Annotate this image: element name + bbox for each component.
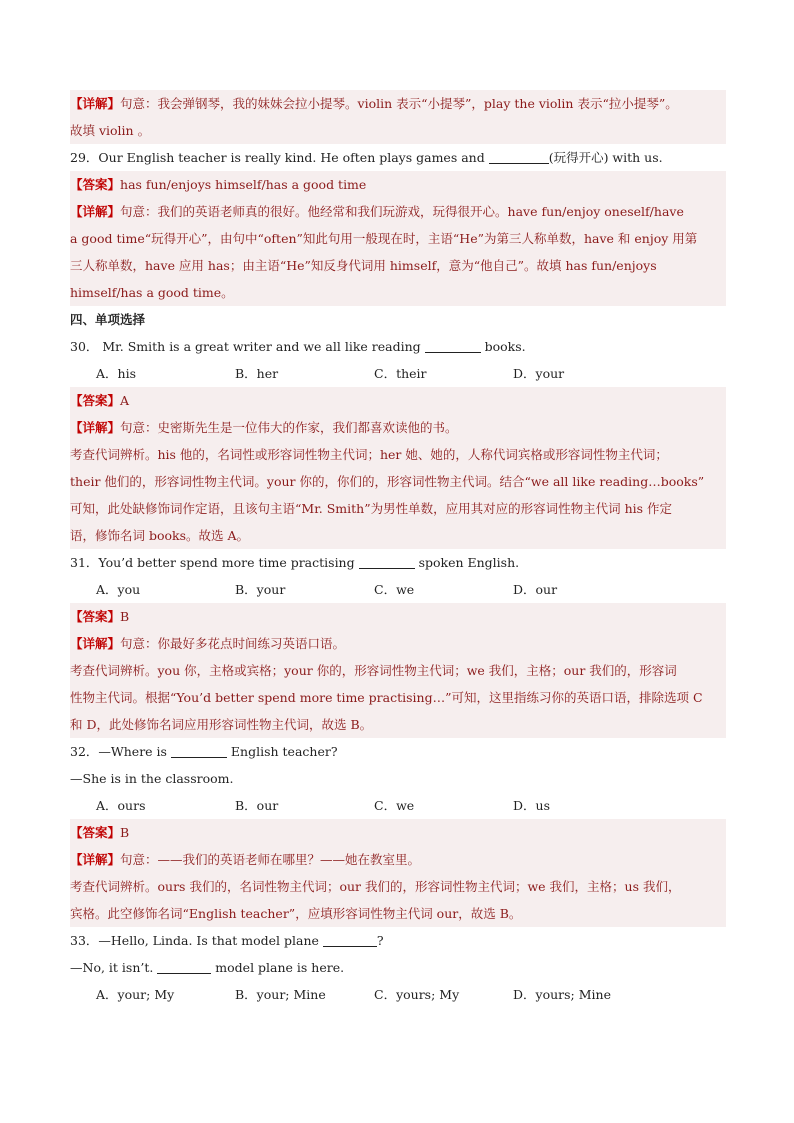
q33-stem: 33．—Hello, Linda. Is that model plane ? (70, 933, 384, 948)
q28-explain-box (70, 90, 726, 144)
q29-explain-line-3: 三人称单数，have 应用 has；由主语“He”知反身代词用 himself，意为“他自己”。故填 has fun/enjoys (70, 258, 657, 273)
q30-option-a: A．his (96, 366, 136, 381)
q31-option-a: A．you (96, 582, 141, 597)
q30-options (70, 360, 726, 387)
q32-explain-line-1: 【详解】句意：——我们的英语老师在哪里？——她在教室里。 (70, 852, 421, 867)
explain-tag: 【详解】 (70, 852, 121, 867)
q31-option-c: C．we (374, 582, 415, 597)
q30-answer-box (70, 387, 726, 549)
q28-explain-line-2: 故填 violin 。 (70, 123, 151, 138)
q30-option-c: C．their (374, 366, 427, 381)
answer-blank (323, 932, 377, 947)
q31-option-b: B．your (235, 582, 286, 597)
answer-blank (171, 743, 227, 758)
q29-answer-box (70, 171, 726, 306)
q33-options (70, 981, 726, 1008)
q30-stem: 30． Mr. Smith is a great writer and we all like reading books. (70, 339, 526, 354)
q33-option-c: C．yours; My (374, 987, 460, 1002)
document-content (70, 90, 726, 1008)
answer-blank (489, 149, 549, 164)
q32-explain-line-2: 考查代词辨析。ours 我们的，名词性物主代词；our 我们的，形容词性物主代词；we 我们，主格；us 我们， (70, 879, 681, 894)
q32-option-a: A．ours (96, 798, 146, 813)
answer-blank (425, 338, 481, 353)
q31-explain-line-2: 考查代词辨析。you 你，主格或宾格；your 你的，形容词性物主代词；we 我们，主格；our 我们的，形容词 (70, 663, 677, 678)
answer-tag: 【答案】 (70, 825, 121, 840)
q30-option-b: B．her (235, 366, 279, 381)
q32-stem: 32．—Where is English teacher? (70, 744, 338, 759)
answer-blank (359, 554, 415, 569)
q32-option-d: D．us (513, 798, 550, 813)
q28-explain-line-1: 【详解】句意：我会弹钢琴，我的妹妹会拉小提琴。violin 表示“小提琴”，play the violin 表示“拉小提琴”。 (70, 96, 678, 111)
q31-explain-line-4: 和 D，此处修饰名词应用形容词性物主代词，故选 B。 (70, 717, 373, 732)
q33-stem-line-2: —No, it isn’t. model plane is here. (70, 960, 345, 975)
q33-option-d: D．yours; Mine (513, 987, 611, 1002)
explain-tag: 【详解】 (70, 636, 121, 651)
q32-option-c: C．we (374, 798, 415, 813)
q30-option-d: D．your (513, 366, 565, 381)
q30-explain-line-5: 语，修饰名词 books。故选 A。 (70, 528, 250, 543)
q32-options (70, 792, 726, 819)
q32-answer: 【答案】B (70, 825, 130, 840)
q32-option-b: B．our (235, 798, 279, 813)
q33-option-b: B．your; Mine (235, 987, 326, 1002)
answer-blank (157, 959, 211, 974)
q30-explain-line-2: 考查代词辨析。his 他的，名词性或形容词性物主代词；her 她、她的，人称代词宾格或形容词性物主代词； (70, 447, 668, 462)
q31-answer: 【答案】B (70, 609, 130, 624)
q33-option-a: A．your; My (96, 987, 175, 1002)
q29-explain-line-2: a good time“玩得开心”，由句中“often”知此句用一般现在时，主语“He”为第三人称单数，have 和 enjoy 用第 (70, 231, 698, 246)
q31-option-d: D．our (513, 582, 558, 597)
q30-explain-line-4: 可知，此处缺修饰词作定语，且该句主语“Mr. Smith”为男性单数，应用其对应的形容词性物主代词 his 作定 (70, 501, 673, 516)
section-heading: 四、单项选择 (70, 312, 146, 327)
explain-tag: 【详解】 (70, 420, 121, 435)
q29-answer: 【答案】has fun/enjoys himself/has a good time (70, 177, 367, 192)
q29-explain-line-4: himself/has a good time。 (70, 285, 234, 300)
q30-explain-line-3: their 他们的，形容词性物主代词。your 你的，你们的，形容词性物主代词。结合“we all like reading…books” (70, 474, 705, 489)
explain-tag: 【详解】 (70, 204, 121, 219)
q32-explain-line-3: 宾格。此空修饰名词“English teacher”，应填形容词性物主代词 our，故选 B。 (70, 906, 522, 921)
answer-tag: 【答案】 (70, 393, 121, 408)
answer-tag: 【答案】 (70, 177, 121, 192)
q31-explain-line-3: 性物主代词。根据“You’d better spend more time practising…”可知，这里指练习你的英语口语，排除选项 C (70, 690, 703, 705)
q31-explain-line-1: 【详解】句意：你最好多花点时间练习英语口语。 (70, 636, 346, 651)
q31-answer-box (70, 603, 726, 738)
q29-stem: 29．Our English teacher is really kind. He often plays games and (玩得开心) with us. (70, 150, 663, 165)
answer-tag: 【答案】 (70, 609, 121, 624)
q32-stem-line-2: —She is in the classroom. (70, 771, 234, 786)
q29-explain-line-1: 【详解】句意：我们的英语老师真的很好。他经常和我们玩游戏，玩得很开心。have fun/enjoy oneself/have (70, 204, 684, 219)
explain-tag: 【详解】 (70, 96, 121, 111)
q32-answer-box (70, 819, 726, 927)
q30-answer: 【答案】A (70, 393, 130, 408)
q30-explain-line-1: 【详解】句意：史密斯先生是一位伟大的作家，我们都喜欢读他的书。 (70, 420, 458, 435)
q31-stem: 31．You’d better spend more time practising spoken English. (70, 555, 520, 570)
q31-options (70, 576, 726, 603)
